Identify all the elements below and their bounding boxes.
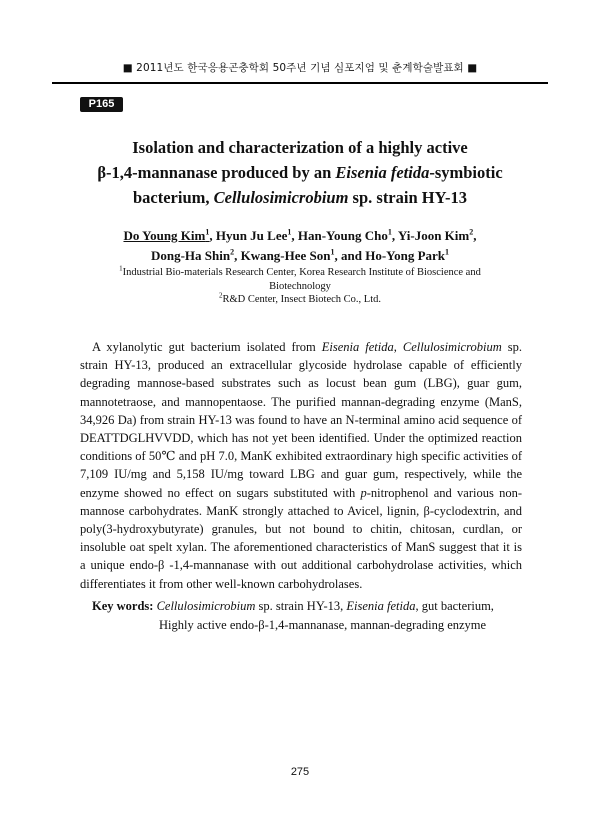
author-separator: ,: [391, 228, 398, 243]
author-presenting: [123, 228, 209, 243]
title-line-2: [70, 160, 530, 185]
affiliation-text: R&D Center, Insect Biotech Co., Ltd.: [222, 294, 381, 305]
title-line-3: [70, 185, 530, 210]
abstract-genus: Cellulosimicrobium: [402, 340, 502, 354]
author-name: Han-Young Cho: [297, 228, 388, 243]
abstract-text: A xylanolytic gut bacterium isolated from: [92, 340, 322, 354]
author-affiliation-mark: 1: [445, 247, 450, 257]
header-divider: [52, 82, 548, 84]
affiliation-mark: 1: [119, 264, 123, 273]
abstract-text: -nitrophenol and various non-mannose carbohydrates. ManK strongly attached to Avicel, lignin, β-cyclodextrin, and poly(3-hydroxybutyrate) granules, but not bound to chitin, chitosan, curdlan, or insoluble oat spelt xylan. The aforementioned characteristics of ManS suggest that it is a unique endo-β -1,4-mannanase with out additional carbohydrolase activities, which differentiates it from other well-known carbohydrolases.: [80, 485, 522, 591]
page-number: 275: [290, 766, 310, 778]
author-separator: , and: [334, 248, 366, 263]
author: [365, 248, 449, 263]
author-affiliation-mark: 1: [287, 227, 292, 237]
abstract-species: Eisenia fetida: [321, 340, 394, 354]
title-line-1: Isolation and characterization of a highly active: [132, 138, 468, 157]
keyword-species: Eisenia fetida: [346, 599, 416, 613]
author: [151, 248, 234, 263]
abstract-italic: p: [360, 485, 367, 500]
author-affiliation-mark: 1: [387, 227, 392, 237]
affiliation-text: Industrial Bio-materials Research Center, Korea Research Institute of Bioscience and: [122, 267, 481, 278]
title-text: -symbiotic: [429, 163, 503, 182]
author-name: Dong-Ha Shin: [150, 248, 231, 263]
keywords: [92, 597, 528, 634]
author: [398, 228, 473, 243]
abstract-body: [80, 338, 522, 593]
author-separator: ,: [234, 248, 241, 263]
author-list: [80, 226, 520, 266]
author-affiliation-mark: 1: [330, 247, 335, 257]
author-name: Yi-Joon Kim: [397, 228, 470, 243]
poster-id-badge: P165: [80, 97, 123, 112]
author: [298, 228, 392, 243]
author-name: Do Young Kim: [123, 228, 206, 243]
keyword-genus: Cellulosimicrobium: [156, 599, 256, 613]
keyword-text: , gut bacterium,: [415, 599, 494, 613]
conference-header: ■ 2011년도 한국응용곤충학회 50주년 기념 심포지엄 및 춘계학술발표회 ■: [122, 62, 478, 74]
author-line-1: [80, 226, 520, 246]
title-species: Eisenia fetida: [335, 163, 430, 182]
affiliation-2: [80, 293, 520, 307]
abstract-text: ,: [393, 340, 403, 354]
abstract-text: sp. strain HY-13, produced an extracellular glycoside hydrolase capable of efficiently degrading mannose-based substrates such as locust bean gum (LBG), guar gum, mannotetraose, and mannopentaose. The purified mannan-degrading enzyme (ManS, 34,926 Da) from strain HY-13 was found to have an N-terminal amino acid sequence of DEATTDGLHVVDD, which has not yet been identified. Under the optimized reaction conditions of 50℃ and pH 7.0, ManK exhibited extraordinary high specific activities of 7,109 IU/mg and 5,158 IU/mg toward LBG and guar gum, respectively, while the enzyme showed no effect on sugars substituted with: [80, 340, 523, 500]
author-name: Ho-Yong Park: [365, 248, 446, 263]
author-name: Kwang-Hee Son: [240, 248, 331, 263]
author-name: Hyun Ju Lee: [215, 228, 288, 243]
keyword-text: sp. strain HY-13,: [255, 599, 347, 613]
paper-title: [70, 135, 530, 210]
affiliation-mark: 2: [218, 291, 223, 300]
author-line-2: [80, 246, 520, 266]
title-text: sp. strain HY-13: [348, 188, 467, 207]
keywords-line-2: Highly active endo-β-1,4-mannanase, mannan-degrading enzyme: [159, 617, 487, 632]
author-separator: ,: [209, 228, 216, 243]
author-affiliation-mark: 1: [205, 227, 210, 237]
author: [216, 228, 292, 243]
author-affiliation-mark: 2: [469, 227, 474, 237]
affiliations: [80, 266, 520, 307]
affiliation-1-cont: Biotechnology: [269, 280, 331, 292]
author-separator: ,: [291, 228, 298, 243]
author: [241, 248, 335, 263]
title-genus: Cellulosimicrobium: [213, 188, 349, 207]
author-affiliation-mark: 2: [230, 247, 235, 257]
affiliation-1: [80, 266, 520, 280]
title-text: β-1,4-mannanase produced by an: [97, 163, 336, 182]
author-separator: ,: [473, 228, 477, 243]
keywords-label: Key words:: [92, 599, 154, 613]
title-text: bacterium,: [132, 188, 214, 207]
